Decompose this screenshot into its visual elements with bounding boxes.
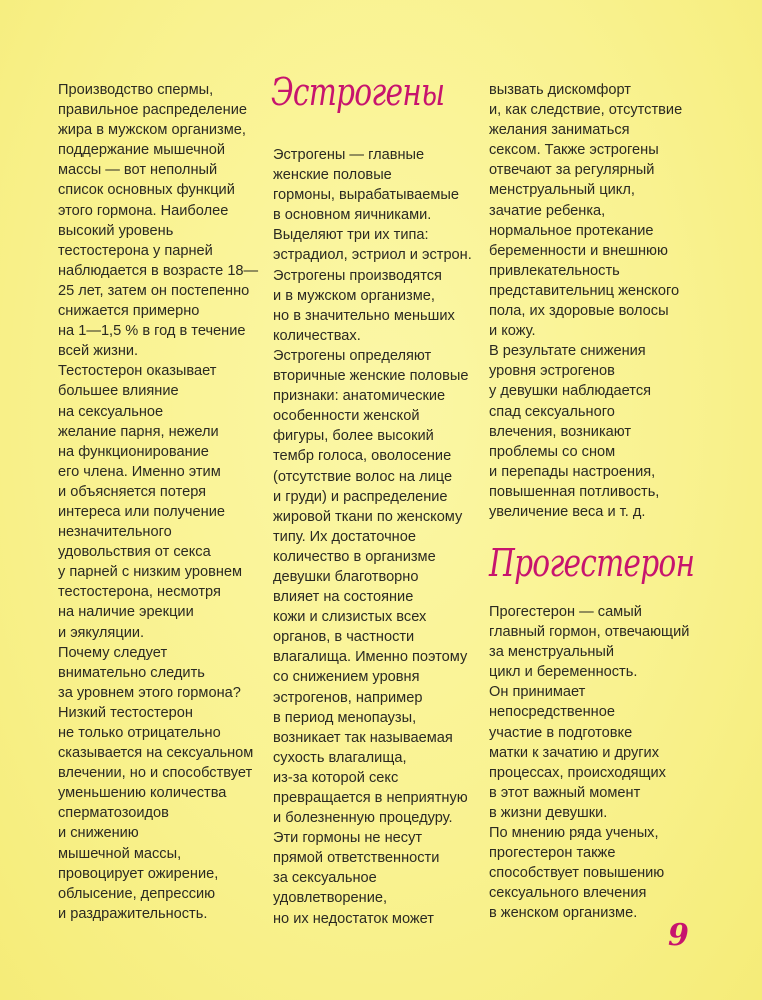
text-line: Низкий тестостерон (58, 704, 193, 721)
text-line: снижается примерно (58, 303, 200, 320)
text-line: высокий уровень (58, 222, 174, 239)
text-line: уменьшению количества (58, 785, 227, 802)
estrogens-heading: Эстрогены (271, 70, 445, 114)
text-line: главный гормон, отвечающий (489, 624, 690, 641)
text-line: желания заниматься (489, 122, 630, 139)
text-line: в период менопаузы, (273, 709, 417, 726)
text-line: беременности и внешнюю (489, 242, 668, 259)
text-line: тембр голоса, оволосение (273, 448, 452, 465)
text-line: возникает так называемая (273, 729, 453, 746)
text-line: прямой ответственности (273, 850, 440, 867)
text-line: правильное распределение (58, 102, 247, 119)
text-line: на 1—1,5 % в год в течение (58, 323, 246, 340)
text-line: В результате снижения (489, 343, 646, 360)
text-line: Эстрогены — главные (273, 147, 425, 163)
text-line: Эстрогены производятся (273, 267, 442, 284)
text-line: список основных функций (58, 182, 235, 199)
text-line: в этот важный момент (489, 784, 641, 801)
text-line: фигуры, более высокий (273, 428, 434, 445)
text-line: гормоны, вырабатываемые (273, 187, 459, 204)
text-line: и болезненную процедуру. (273, 810, 453, 827)
text-line: процессах, происходящих (489, 764, 666, 781)
text-line: Тестостерон оказывает (58, 363, 217, 380)
text-line: его члена. Именно этим (58, 463, 221, 480)
testosterone-text-column (58, 80, 258, 924)
text-line: повышенная потливость, (489, 483, 660, 500)
text-line: за менструальный (489, 644, 615, 661)
text-line: сексом. Также эстрогены (489, 142, 659, 159)
text-line: 25 лет, затем он постепенно (58, 282, 250, 299)
text-line: удовлетворение, (273, 890, 388, 907)
text-line: сексуального влечения (489, 885, 647, 902)
text-line: и кожу. (489, 323, 536, 340)
text-line: Выделяют три их типа: (273, 227, 429, 244)
text-line: и перепады настроения, (489, 463, 656, 480)
text-line: прогестерон также (489, 845, 616, 862)
text-line: Он принимает (489, 684, 586, 701)
text-line: вторичные женские половые (273, 368, 469, 385)
text-line: и груди) и распределение (273, 488, 448, 505)
text-line: за уровнем этого гормона? (58, 684, 241, 701)
text-line: тестостерона, несмотря (58, 584, 221, 601)
text-line: поддержание мышечной (58, 142, 226, 159)
text-line: этого гормона. Наиболее (58, 202, 229, 219)
text-line: и раздражительность. (58, 905, 208, 922)
text-line: способствует повышению (489, 865, 665, 882)
text-line: сказывается на сексуальном (58, 745, 254, 762)
text-line: представительниц женского (489, 282, 680, 299)
page-number: 9 (668, 918, 689, 953)
text-line: на наличие эрекции (58, 604, 194, 621)
text-line: интереса или получение (58, 503, 225, 520)
text-line: со снижением уровня (273, 669, 420, 686)
text-line: вызвать дискомфорт (489, 82, 631, 98)
text-line: но в значительно меньших (273, 307, 455, 324)
text-line: влияет на состояние (273, 589, 414, 606)
text-line: незначительного (58, 524, 172, 541)
text-line: типу. Их достаточное (273, 528, 416, 545)
text-line: превращается в неприятную (273, 790, 468, 806)
text-line: привлекательность (489, 262, 620, 279)
text-line: желание парня, нежели (58, 423, 219, 440)
text-line: участие в подготовке (489, 724, 633, 741)
text-line: не только отрицательно (58, 725, 221, 741)
text-line: органов, в частности (273, 629, 415, 646)
text-line: эстрогенов, например (273, 689, 423, 706)
text-line: и снижению (58, 825, 139, 842)
text-line: влечения, возникают (489, 423, 632, 440)
text-line: непосредственное (489, 704, 615, 721)
text-line: жира в мужском организме, (58, 122, 246, 139)
text-line: количество в организме (273, 548, 436, 565)
estrogens-text-column (273, 145, 478, 929)
text-line: Прогестерон — самый (489, 604, 642, 620)
text-line: и, как следствие, отсутствие (489, 102, 683, 119)
progesterone-text-column (489, 602, 689, 924)
text-line: большее влияние (58, 383, 179, 400)
progesterone-heading: Прогестерон (489, 541, 695, 585)
text-line: девушки благотворно (273, 568, 419, 585)
text-line: менструальный цикл, (489, 182, 635, 199)
text-line: облысение, депрессию (58, 885, 216, 902)
text-line: нормальное протекание (489, 222, 654, 239)
text-line: из-за которой секс (273, 769, 399, 786)
text-line: признаки: анатомические (273, 388, 446, 405)
text-line: отвечают за регулярный (489, 162, 655, 179)
text-line: и в мужском организме, (273, 287, 435, 304)
text-line: наблюдается в возрасте 18— (58, 262, 259, 279)
text-line: но их недостаток может (273, 910, 434, 927)
text-line: По мнению ряда ученых, (489, 825, 659, 842)
text-line: матки к зачатию и других (489, 744, 660, 761)
text-line: тестостерона у парней (58, 242, 213, 259)
text-line: в основном яичниками. (273, 207, 432, 224)
text-line: влагалища. Именно поэтому (273, 649, 468, 666)
text-line: массы — вот неполный (58, 162, 218, 179)
text-line: у парней с низким уровнем (58, 564, 243, 581)
text-line: в женском организме. (489, 905, 638, 922)
text-line: количествах. (273, 327, 361, 344)
text-line: Эти гормоны не несут (273, 830, 423, 847)
text-line: на функционирование (58, 443, 209, 460)
text-line: пола, их здоровые волосы (489, 303, 669, 320)
text-line: Эстрогены определяют (273, 347, 432, 364)
text-line: женские половые (273, 167, 392, 184)
text-line: за сексуальное (273, 870, 377, 887)
text-line: удовольствия от секса (58, 544, 211, 561)
text-line: влечении, но и способствует (58, 765, 253, 782)
estrogens-continued-column (489, 80, 694, 522)
text-line: цикл и беременность. (489, 664, 638, 681)
text-line: эстрадиол, эстриол и эстрон. (273, 247, 472, 264)
text-line: спад сексуального (489, 403, 615, 420)
text-line: в жизни девушки. (489, 804, 608, 821)
text-line: увеличение веса и т. д. (489, 503, 646, 520)
text-line: уровня эстрогенов (489, 363, 615, 380)
text-line: проблемы со сном (489, 443, 616, 460)
text-line: жировой ткани по женскому (273, 508, 463, 525)
text-line: Производство спермы, (58, 82, 214, 98)
text-line: внимательно следить (58, 664, 205, 681)
text-line: на сексуальное (58, 403, 164, 420)
text-line: (отсутствие волос на лице (273, 468, 453, 485)
text-line: зачатие ребенка, (489, 202, 606, 219)
text-line: особенности женской (273, 408, 420, 425)
text-line: всей жизни. (58, 343, 139, 360)
text-line: и объясняется потеря (58, 483, 207, 500)
text-line: сперматозоидов (58, 805, 169, 822)
text-line: и эякуляции. (58, 624, 145, 641)
text-line: Почему следует (58, 644, 168, 661)
text-line: мышечной массы, (58, 845, 182, 862)
text-line: у девушки наблюдается (489, 383, 652, 400)
text-line: провоцирует ожирение, (58, 865, 219, 882)
text-line: сухость влагалища, (273, 749, 407, 766)
text-line: кожи и слизистых всех (273, 609, 427, 626)
